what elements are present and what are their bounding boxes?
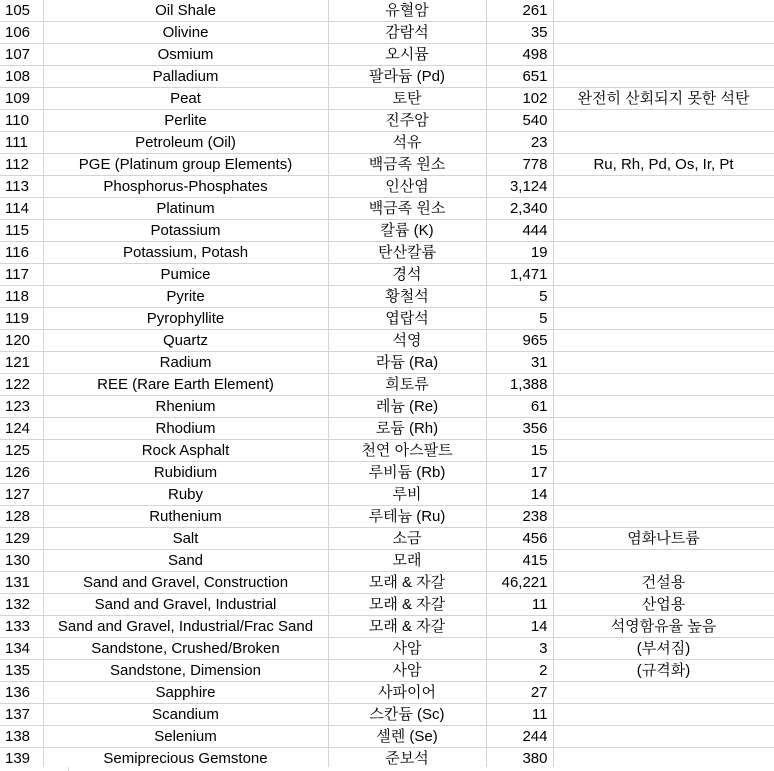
cell-note[interactable]: [553, 44, 774, 66]
cell-value[interactable]: 35: [486, 22, 553, 44]
cell-korean-name[interactable]: 사암: [328, 660, 486, 682]
cell-value[interactable]: 415: [486, 550, 553, 572]
cell-mineral-name[interactable]: Scandium: [43, 704, 328, 726]
cell-note[interactable]: Ru, Rh, Pd, Os, Ir, Pt: [553, 154, 774, 176]
cell-row-number[interactable]: 117: [0, 264, 43, 286]
gridline-tick: [68, 767, 69, 771]
cell-row-number[interactable]: 135: [0, 660, 43, 682]
cell-mineral-name[interactable]: Perlite: [43, 110, 328, 132]
table-row: [0, 308, 774, 330]
table-row: [0, 506, 774, 528]
cell-note[interactable]: [553, 462, 774, 484]
cell-mineral-name[interactable]: Sandstone, Dimension: [43, 660, 328, 682]
cell-row-number[interactable]: 130: [0, 550, 43, 572]
cell-note[interactable]: 산업용: [553, 594, 774, 616]
cell-value[interactable]: 11: [486, 704, 553, 726]
cell-note[interactable]: 건설용: [553, 572, 774, 594]
cell-mineral-name[interactable]: Sand and Gravel, Industrial: [43, 594, 328, 616]
table-row: [0, 418, 774, 440]
cell-note[interactable]: [553, 726, 774, 748]
cell-mineral-name[interactable]: Ruthenium: [43, 506, 328, 528]
cell-mineral-name[interactable]: Rock Asphalt: [43, 440, 328, 462]
cell-value[interactable]: 1,471: [486, 264, 553, 286]
cell-row-number[interactable]: 122: [0, 374, 43, 396]
table-row: [0, 176, 774, 198]
cell-value[interactable]: 965: [486, 330, 553, 352]
cell-row-number[interactable]: 129: [0, 528, 43, 550]
cell-korean-name[interactable]: 셀렌 (Se): [328, 726, 486, 748]
cell-mineral-name[interactable]: Salt: [43, 528, 328, 550]
table-row: [0, 396, 774, 418]
cell-row-number[interactable]: 128: [0, 506, 43, 528]
cell-row-number[interactable]: 126: [0, 462, 43, 484]
cell-mineral-name[interactable]: Rubidium: [43, 462, 328, 484]
cell-row-number[interactable]: 125: [0, 440, 43, 462]
cell-note[interactable]: 염화나트륨: [553, 528, 774, 550]
cell-row-number[interactable]: 111: [0, 132, 43, 154]
cell-note[interactable]: [553, 330, 774, 352]
cell-note[interactable]: [553, 374, 774, 396]
cell-mineral-name[interactable]: Semiprecious Gemstone: [43, 748, 328, 770]
table-row: [0, 572, 774, 594]
cell-value[interactable]: 261: [486, 0, 553, 22]
cell-mineral-name[interactable]: Selenium: [43, 726, 328, 748]
cell-mineral-name[interactable]: Sand and Gravel, Construction: [43, 572, 328, 594]
cell-korean-name[interactable]: 로듐 (Rh): [328, 418, 486, 440]
cell-mineral-name[interactable]: Phosphorus-Phosphates: [43, 176, 328, 198]
cell-value[interactable]: 2: [486, 660, 553, 682]
cell-note[interactable]: [553, 396, 774, 418]
cell-value[interactable]: 46,221: [486, 572, 553, 594]
table-row: [0, 528, 774, 550]
cell-value[interactable]: 1,388: [486, 374, 553, 396]
cell-row-number[interactable]: 106: [0, 22, 43, 44]
cell-korean-name[interactable]: 오시뮴: [328, 44, 486, 66]
cell-value[interactable]: 31: [486, 352, 553, 374]
cell-row-number[interactable]: 115: [0, 220, 43, 242]
table-row: [0, 704, 774, 726]
cell-row-number[interactable]: 107: [0, 44, 43, 66]
cell-row-number[interactable]: 132: [0, 594, 43, 616]
table-row: [0, 682, 774, 704]
cell-value[interactable]: 19: [486, 242, 553, 264]
cell-korean-name[interactable]: 황철석: [328, 286, 486, 308]
cell-mineral-name[interactable]: PGE (Platinum group Elements): [43, 154, 328, 176]
cell-row-number[interactable]: 108: [0, 66, 43, 88]
cell-value[interactable]: 17: [486, 462, 553, 484]
cell-note[interactable]: [553, 110, 774, 132]
cell-mineral-name[interactable]: Ruby: [43, 484, 328, 506]
cell-row-number[interactable]: 123: [0, 396, 43, 418]
cell-note[interactable]: 완전히 산회되지 못한 석탄: [553, 88, 774, 110]
table-row: [0, 0, 774, 22]
table-row: [0, 352, 774, 374]
cell-korean-name[interactable]: 감람석: [328, 22, 486, 44]
cell-value[interactable]: 14: [486, 484, 553, 506]
cell-mineral-name[interactable]: Pyrite: [43, 286, 328, 308]
cell-korean-name[interactable]: 모래: [328, 550, 486, 572]
cell-row-number[interactable]: 119: [0, 308, 43, 330]
cell-value[interactable]: 444: [486, 220, 553, 242]
cell-mineral-name[interactable]: Sand: [43, 550, 328, 572]
cell-korean-name[interactable]: 레늄 (Re): [328, 396, 486, 418]
table-row: [0, 22, 774, 44]
cell-value[interactable]: 244: [486, 726, 553, 748]
table-row: [0, 484, 774, 506]
cell-note[interactable]: [553, 66, 774, 88]
table-row: [0, 88, 774, 110]
cell-value[interactable]: 15: [486, 440, 553, 462]
cell-mineral-name[interactable]: Oil Shale: [43, 0, 328, 22]
cell-mineral-name[interactable]: Petroleum (Oil): [43, 132, 328, 154]
cell-value[interactable]: 14: [486, 616, 553, 638]
cell-mineral-name[interactable]: Sand and Gravel, Industrial/Frac Sand: [43, 616, 328, 638]
cell-note[interactable]: [553, 176, 774, 198]
table-row: [0, 198, 774, 220]
table-row: [0, 462, 774, 484]
cell-note[interactable]: [553, 682, 774, 704]
cell-note[interactable]: [553, 242, 774, 264]
table-row: [0, 44, 774, 66]
table-row: [0, 726, 774, 748]
cell-value[interactable]: 356: [486, 418, 553, 440]
cell-note[interactable]: [553, 198, 774, 220]
cell-row-number[interactable]: 113: [0, 176, 43, 198]
cell-value[interactable]: 27: [486, 682, 553, 704]
cell-row-number[interactable]: 109: [0, 88, 43, 110]
table-row: [0, 132, 774, 154]
cell-korean-name[interactable]: 천연 아스팔트: [328, 440, 486, 462]
cell-value[interactable]: 61: [486, 396, 553, 418]
cell-korean-name[interactable]: 스칸듐 (Sc): [328, 704, 486, 726]
cell-note[interactable]: (규격화): [553, 660, 774, 682]
cell-korean-name[interactable]: 루비: [328, 484, 486, 506]
cell-mineral-name[interactable]: Sandstone, Crushed/Broken: [43, 638, 328, 660]
cell-value[interactable]: 238: [486, 506, 553, 528]
cell-mineral-name[interactable]: Quartz: [43, 330, 328, 352]
table-row: [0, 66, 774, 88]
cell-value[interactable]: 778: [486, 154, 553, 176]
cell-korean-name[interactable]: 토탄: [328, 88, 486, 110]
cell-korean-name[interactable]: 석유: [328, 132, 486, 154]
cell-mineral-name[interactable]: Rhodium: [43, 418, 328, 440]
cell-value[interactable]: 3: [486, 638, 553, 660]
cell-row-number[interactable]: 138: [0, 726, 43, 748]
cell-korean-name[interactable]: 인산염: [328, 176, 486, 198]
cell-value[interactable]: 5: [486, 308, 553, 330]
cell-korean-name[interactable]: 엽랍석: [328, 308, 486, 330]
cell-value[interactable]: 540: [486, 110, 553, 132]
cell-value[interactable]: 3,124: [486, 176, 553, 198]
cell-value[interactable]: 2,340: [486, 198, 553, 220]
cell-mineral-name[interactable]: Olivine: [43, 22, 328, 44]
table-row: [0, 220, 774, 242]
cell-korean-name[interactable]: 루테늄 (Ru): [328, 506, 486, 528]
cell-row-number[interactable]: 131: [0, 572, 43, 594]
table-row: [0, 594, 774, 616]
table-row: [0, 242, 774, 264]
cell-value[interactable]: 456: [486, 528, 553, 550]
cell-mineral-name[interactable]: Potassium, Potash: [43, 242, 328, 264]
cell-note[interactable]: [553, 550, 774, 572]
cell-note[interactable]: [553, 308, 774, 330]
cell-value[interactable]: 11: [486, 594, 553, 616]
table-row: [0, 330, 774, 352]
table-row: [0, 264, 774, 286]
cell-row-number[interactable]: 124: [0, 418, 43, 440]
cell-row-number[interactable]: 139: [0, 748, 43, 770]
cell-korean-name[interactable]: 경석: [328, 264, 486, 286]
cell-value[interactable]: 102: [486, 88, 553, 110]
cell-row-number[interactable]: 116: [0, 242, 43, 264]
cell-mineral-name[interactable]: Osmium: [43, 44, 328, 66]
table-row: [0, 660, 774, 682]
cell-value[interactable]: 498: [486, 44, 553, 66]
cell-mineral-name[interactable]: Pyrophyllite: [43, 308, 328, 330]
cell-mineral-name[interactable]: Radium: [43, 352, 328, 374]
cell-note[interactable]: [553, 0, 774, 22]
cell-note[interactable]: [553, 352, 774, 374]
table-row: [0, 154, 774, 176]
cell-korean-name[interactable]: 모래 & 자갈: [328, 594, 486, 616]
cell-note[interactable]: [553, 704, 774, 726]
cell-korean-name[interactable]: 루비듐 (Rb): [328, 462, 486, 484]
cell-row-number[interactable]: 110: [0, 110, 43, 132]
cell-korean-name[interactable]: 백금족 원소: [328, 198, 486, 220]
sheet-bottom-edge: [0, 767, 774, 771]
cell-row-number[interactable]: 137: [0, 704, 43, 726]
cell-row-number[interactable]: 105: [0, 0, 43, 22]
table-row: [0, 110, 774, 132]
cell-value[interactable]: 380: [486, 748, 553, 770]
cell-value[interactable]: 5: [486, 286, 553, 308]
cell-value[interactable]: 23: [486, 132, 553, 154]
cell-note[interactable]: [553, 132, 774, 154]
cell-note[interactable]: [553, 440, 774, 462]
cell-row-number[interactable]: 133: [0, 616, 43, 638]
cell-mineral-name[interactable]: Pumice: [43, 264, 328, 286]
cell-korean-name[interactable]: 라듐 (Ra): [328, 352, 486, 374]
cell-korean-name[interactable]: 팔라듐 (Pd): [328, 66, 486, 88]
cell-mineral-name[interactable]: Palladium: [43, 66, 328, 88]
cell-korean-name[interactable]: 칼륨 (K): [328, 220, 486, 242]
table-row: [0, 638, 774, 660]
cell-note[interactable]: [553, 506, 774, 528]
table-row: [0, 286, 774, 308]
cell-note[interactable]: (부셔짐): [553, 638, 774, 660]
cell-row-number[interactable]: 118: [0, 286, 43, 308]
cell-korean-name[interactable]: 백금족 원소: [328, 154, 486, 176]
cell-korean-name[interactable]: 탄산칼륨: [328, 242, 486, 264]
cell-mineral-name[interactable]: Rhenium: [43, 396, 328, 418]
cell-note[interactable]: [553, 220, 774, 242]
cell-row-number[interactable]: 121: [0, 352, 43, 374]
cell-note[interactable]: [553, 264, 774, 286]
cell-korean-name[interactable]: 모래 & 자갈: [328, 572, 486, 594]
table-row: [0, 374, 774, 396]
cell-korean-name[interactable]: 석영: [328, 330, 486, 352]
cell-korean-name[interactable]: 희토류: [328, 374, 486, 396]
cell-mineral-name[interactable]: Potassium: [43, 220, 328, 242]
cell-korean-name[interactable]: 유혈암: [328, 0, 486, 22]
cell-note[interactable]: 석영함유율 높음: [553, 616, 774, 638]
cell-note[interactable]: [553, 286, 774, 308]
cell-row-number[interactable]: 134: [0, 638, 43, 660]
cell-mineral-name[interactable]: REE (Rare Earth Element): [43, 374, 328, 396]
cell-mineral-name[interactable]: Platinum: [43, 198, 328, 220]
cell-korean-name[interactable]: 사파이어: [328, 682, 486, 704]
cell-korean-name[interactable]: 진주암: [328, 110, 486, 132]
table-row: [0, 440, 774, 462]
cell-korean-name[interactable]: 소금: [328, 528, 486, 550]
cell-note[interactable]: [553, 418, 774, 440]
cell-mineral-name[interactable]: Sapphire: [43, 682, 328, 704]
cell-row-number[interactable]: 127: [0, 484, 43, 506]
cell-korean-name[interactable]: 사암: [328, 638, 486, 660]
cell-korean-name[interactable]: 준보석: [328, 748, 486, 770]
cell-row-number[interactable]: 120: [0, 330, 43, 352]
table-row: [0, 550, 774, 572]
cell-row-number[interactable]: 136: [0, 682, 43, 704]
cell-note[interactable]: [553, 22, 774, 44]
cell-row-number[interactable]: 114: [0, 198, 43, 220]
table-row: [0, 616, 774, 638]
cell-korean-name[interactable]: 모래 & 자갈: [328, 616, 486, 638]
cell-mineral-name[interactable]: Peat: [43, 88, 328, 110]
cell-value[interactable]: 651: [486, 66, 553, 88]
cell-note[interactable]: [553, 484, 774, 506]
cell-row-number[interactable]: 112: [0, 154, 43, 176]
